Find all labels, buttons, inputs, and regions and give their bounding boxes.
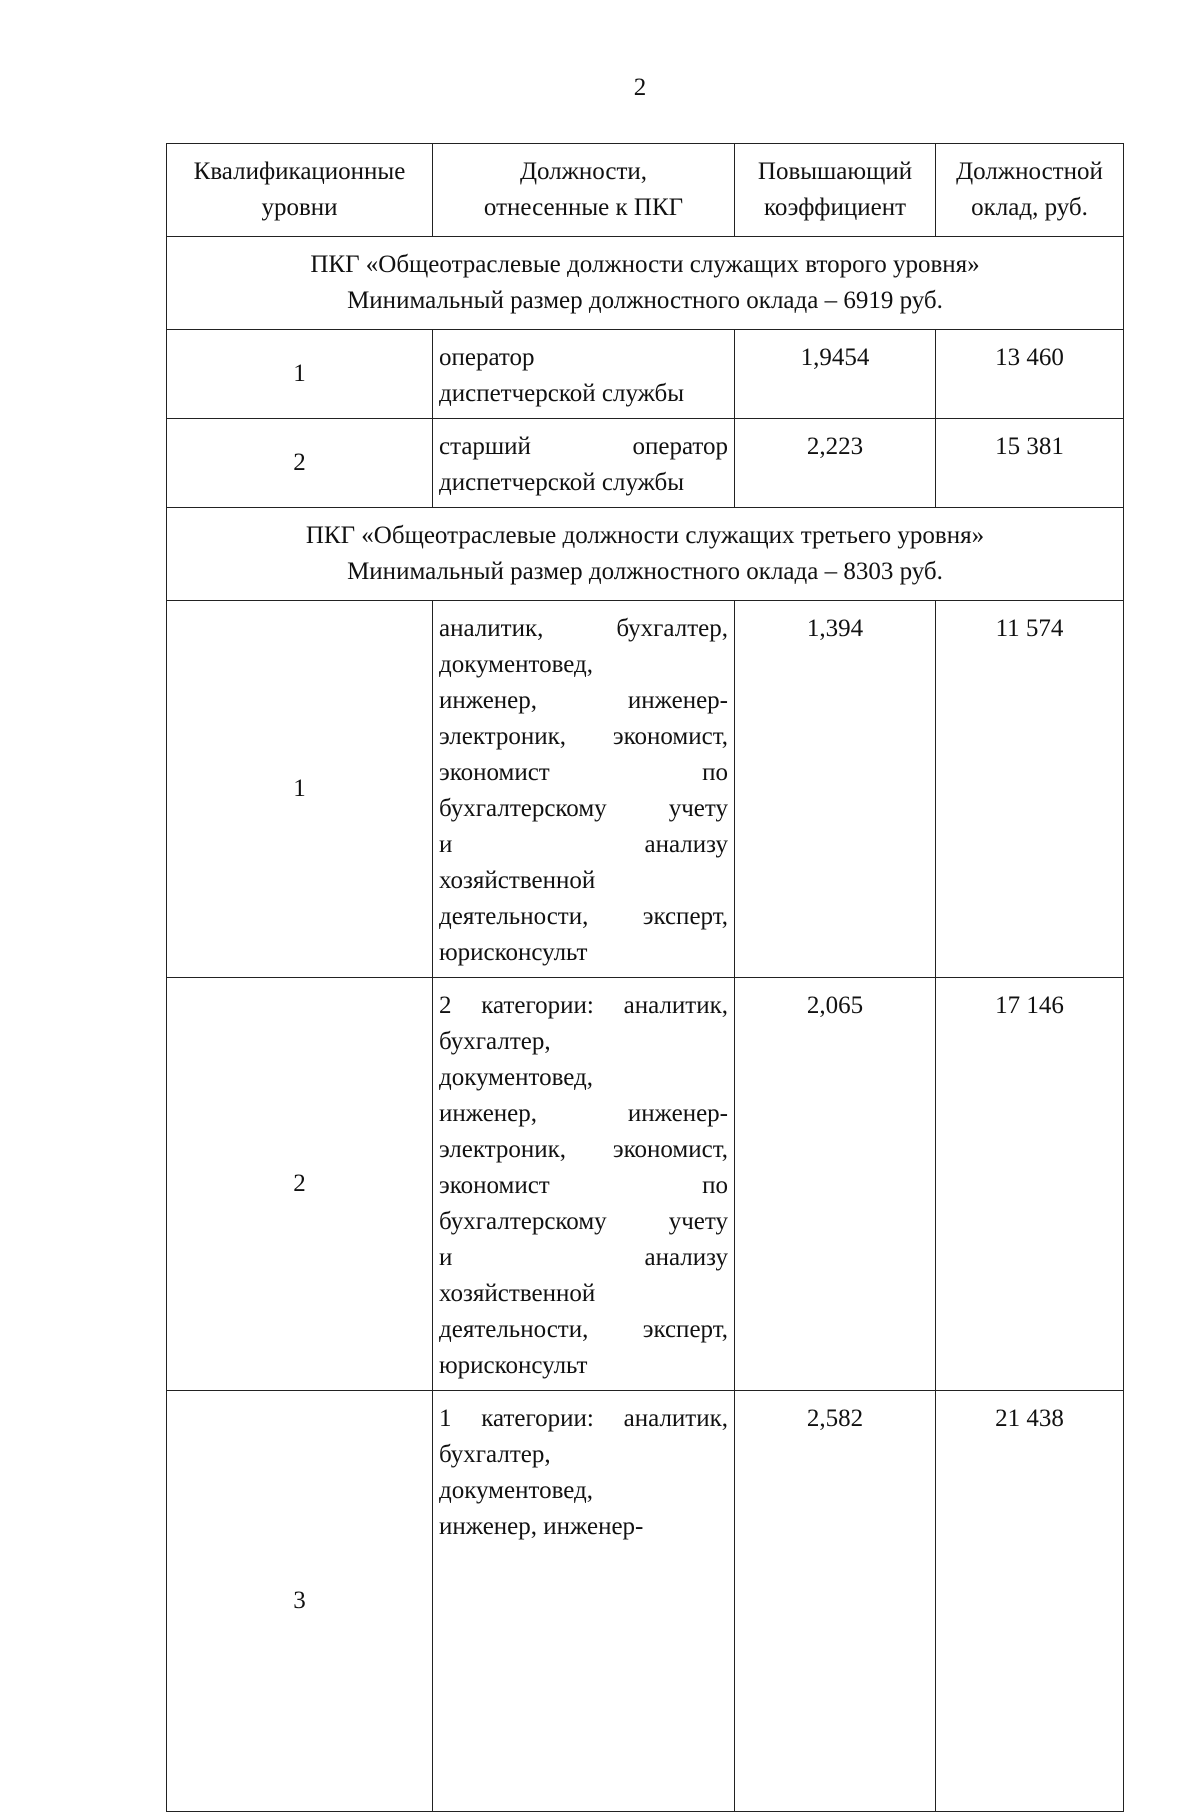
position-cell [433, 601, 735, 978]
coef-cell: 1,9454 [735, 330, 936, 419]
salary-cell: 17 146 [936, 978, 1124, 1391]
position-line: хозяйственной [439, 1280, 596, 1307]
table-row [167, 419, 1124, 508]
position-line: юрисконсульт [439, 939, 588, 966]
position-line: документовед, [439, 1064, 593, 1091]
position-cell [433, 978, 735, 1391]
position-cell [433, 330, 735, 419]
header-coef-line: Повышающий [757, 158, 913, 185]
group-header-row [167, 508, 1124, 601]
position-line: экономист по [439, 759, 728, 786]
table-row [167, 1391, 1124, 1812]
position-line: бухгалтер, [439, 1441, 551, 1468]
header-position-line: отнесенные к ПКГ [483, 194, 684, 221]
salary-table [166, 143, 1124, 1812]
salary-cell: 13 460 [936, 330, 1124, 419]
position-line: и анализу [439, 831, 728, 858]
position-line: деятельности, эксперт, [439, 903, 728, 930]
position-line: бухгалтерскому учету [439, 1208, 728, 1235]
position-line: аналитик, бухгалтер, [439, 615, 728, 642]
position-line: оператор [439, 344, 535, 371]
position-cell [433, 419, 735, 508]
coef-cell: 2,223 [735, 419, 936, 508]
table-row [167, 330, 1124, 419]
position-line: инженер, инженер- [439, 687, 728, 714]
header-position [433, 144, 735, 237]
position-line: диспетчерской службы [439, 469, 685, 496]
level-cell: 1 [167, 601, 433, 978]
coef-cell: 2,065 [735, 978, 936, 1391]
position-cell [433, 1391, 735, 1812]
position-line: документовед, [439, 1477, 593, 1504]
group-header-cell [167, 237, 1124, 330]
position-line: инженер, инженер- [439, 1100, 728, 1127]
salary-cell: 21 438 [936, 1391, 1124, 1812]
header-level-line: Квалификационные [193, 158, 406, 185]
salary-cell: 15 381 [936, 419, 1124, 508]
group-subtitle: Минимальный размер должностного оклада – 8303 руб. [347, 558, 943, 585]
group-title: ПКГ «Общеотраслевые должности служащих второго уровня» [310, 251, 980, 278]
position-line: хозяйственной [439, 867, 596, 894]
header-coef-line: коэффициент [763, 194, 907, 221]
group-title: ПКГ «Общеотраслевые должности служащих третьего уровня» [305, 522, 985, 549]
position-line: бухгалтер, [439, 1028, 551, 1055]
header-level [167, 144, 433, 237]
group-subtitle: Минимальный размер должностного оклада – 6919 руб. [347, 287, 943, 314]
level-cell: 2 [167, 978, 433, 1391]
position-line: и анализу [439, 1244, 728, 1271]
level-cell: 3 [167, 1391, 433, 1812]
position-line: бухгалтерскому учету [439, 795, 728, 822]
position-line: юрисконсульт [439, 1352, 588, 1379]
position-line: экономист по [439, 1172, 728, 1199]
position-line: деятельности, эксперт, [439, 1316, 728, 1343]
level-cell: 1 [167, 330, 433, 419]
position-line: 1 категории: аналитик, [439, 1405, 728, 1432]
header-salary-line: Должностной [956, 158, 1103, 185]
header-position-line: Должности, [519, 158, 648, 185]
page-number: 2 [633, 74, 647, 101]
header-salary [936, 144, 1124, 237]
table-row [167, 601, 1124, 978]
header-level-line: уровни [261, 194, 338, 221]
position-line: электроник, экономист, [439, 1136, 728, 1163]
header-coef [735, 144, 936, 237]
salary-cell: 11 574 [936, 601, 1124, 978]
group-header-row [167, 237, 1124, 330]
table-header-row [167, 144, 1124, 237]
position-line: старший оператор [439, 433, 728, 460]
header-salary-line: оклад, руб. [971, 194, 1088, 221]
position-line: инженер, инженер- [439, 1513, 644, 1540]
level-cell: 2 [167, 419, 433, 508]
position-line: электроник, экономист, [439, 723, 728, 750]
group-header-cell [167, 508, 1124, 601]
coef-cell: 1,394 [735, 601, 936, 978]
position-line: документовед, [439, 651, 593, 678]
table-row [167, 978, 1124, 1391]
position-line: 2 категории: аналитик, [439, 992, 728, 1019]
coef-cell: 2,582 [735, 1391, 936, 1812]
position-line: диспетчерской службы [439, 380, 685, 407]
